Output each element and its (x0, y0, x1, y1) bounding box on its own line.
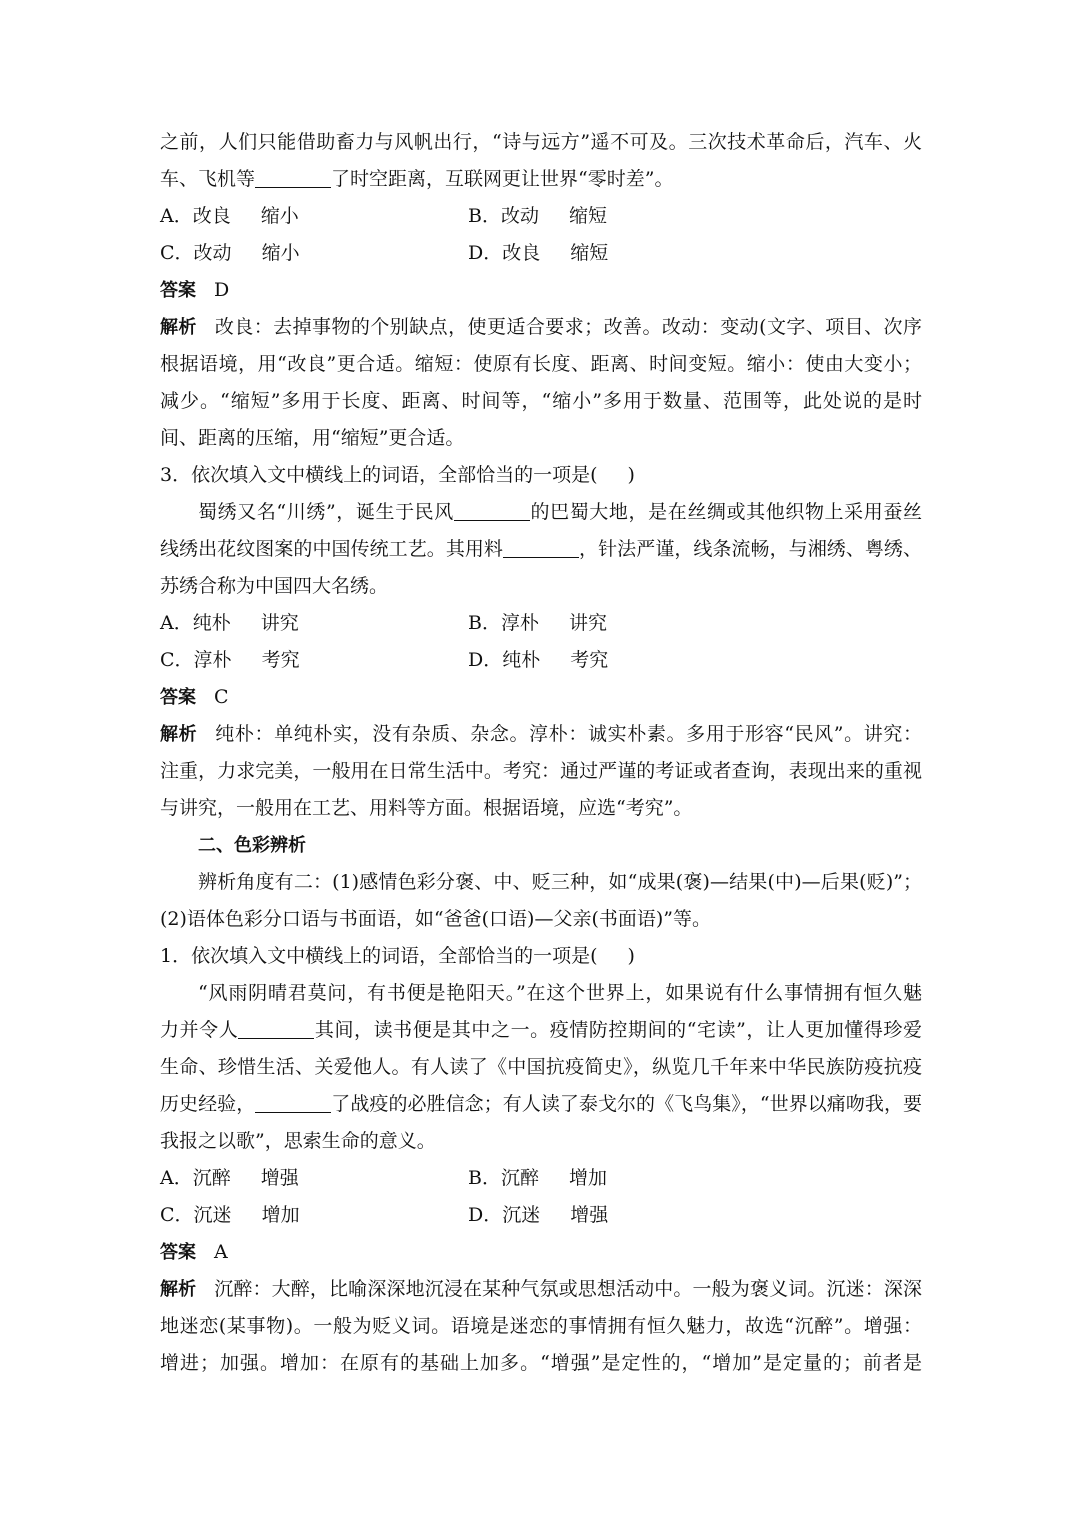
document-page (160, 124, 922, 1382)
text-fragment: 其间，读书便是其中之一。疫情防控期间的“宅读”，让人更加懂得珍爱 (314, 1019, 922, 1041)
option-a: A．沉醉 增强 (160, 1167, 299, 1189)
passage-line: 苏绣合称为中国四大名绣。 (160, 575, 389, 597)
passage-line (160, 531, 922, 568)
text-fragment: 的巴蜀大地，是在丝绸或其他织物上采用蚕丝 (529, 501, 922, 523)
option-b: B．沉醉 增加 (468, 1167, 607, 1189)
analysis-line: 间、距离的压缩，用“缩短”更合适。 (160, 427, 465, 449)
analysis-label: 解析 (160, 317, 197, 338)
passage-line: 我报之以歌”，思索生命的意义。 (160, 1130, 436, 1152)
options-row (160, 642, 922, 679)
analysis-text: 纯朴：单纯朴实，没有杂质、杂念。淳朴：诚实朴素。多用于形容“民风”。讲究： (215, 723, 922, 745)
analysis-line (160, 309, 922, 346)
analysis-line: 增进；加强。增加：在原有的基础上加多。“增强”是定性的，“增加”是定量的；前者是 (160, 1352, 922, 1374)
option-a: A．改良 缩小 (160, 205, 299, 227)
text-fragment: 力并令人 (160, 1019, 239, 1041)
option-d: D．沉迷 增强 (468, 1204, 609, 1226)
option-d: D．纯朴 考究 (468, 649, 609, 671)
answer-line (160, 1234, 922, 1271)
text-fragment: 了战疫的必胜信念；有人读了泰戈尔的《飞鸟集》，“世界以痛吻我，要 (331, 1093, 922, 1115)
answer-line (160, 272, 922, 309)
analysis-text: 改良：去掉事物的个别缺点，使更适合要求；改善。改动：变动(文字、项目、次序 (214, 316, 922, 338)
stem-paren: ) (627, 464, 635, 486)
fill-blank (503, 535, 579, 558)
answer-label: 答案 (160, 687, 196, 708)
passage-line (160, 494, 922, 531)
text-fragment: ，针法严谨，线条流畅，与湘绣、粤绣、 (579, 538, 922, 560)
options-row (160, 1160, 922, 1197)
options-row (160, 605, 922, 642)
analysis-line: 地迷恋(某事物)。一般为贬义词。语境是迷恋的事情拥有恒久魅力，故选“沉醉”。增强： (160, 1315, 922, 1337)
passage-line (160, 1086, 922, 1123)
section-desc: (2)语体色彩分口语与书面语，如“爸爸(口语)—父亲(书面语)”等。 (160, 908, 711, 930)
analysis-line: 注重，力求完美，一般用在日常生活中。考究：通过严谨的考证或者查询，表现出来的重视 (160, 760, 922, 782)
analysis-label: 解析 (160, 1279, 197, 1300)
text-fragment: 车、飞机等 (160, 168, 256, 190)
passage-line: “风雨阴晴君莫问，有书便是艳阳天。”在这个世界上，如果说有什么事情拥有恒久魅 (198, 982, 922, 1004)
answer-value: C (214, 686, 229, 708)
options-row (160, 1197, 922, 1234)
answer-value: D (214, 279, 230, 301)
section-heading: 二、色彩辨析 (198, 835, 306, 856)
stem-text: 1．依次填入文中横线上的词语，全部恰当的一项是( (160, 945, 598, 967)
option-b: B．淳朴 讲究 (468, 612, 607, 634)
stem-paren: ) (627, 945, 635, 967)
text-fragment: 历史经验， (160, 1093, 256, 1115)
fill-blank (255, 1090, 331, 1113)
analysis-line: 根据语境，用“改良”更合适。缩短：使原有长度、距离、时间变短。缩小：使由大变小； (160, 353, 922, 375)
option-c: C．沉迷 增加 (160, 1204, 300, 1226)
option-c: C．改动 缩小 (160, 242, 300, 264)
option-b: B．改动 缩短 (468, 205, 607, 227)
passage-line (160, 1012, 922, 1049)
options-row (160, 235, 922, 272)
analysis-line (160, 716, 922, 753)
answer-value: A (214, 1241, 228, 1263)
analysis-line: 与讲究，一般用在工艺、用料等方面。根据语境，应选“考究”。 (160, 797, 693, 819)
passage-line: 生命、珍惜生活、关爱他人。有人读了《中国抗疫简史》，纵览几千年来中华民族防疫抗疫 (160, 1056, 922, 1078)
intro-line: 之前，人们只能借助畜力与风帆出行，“诗与远方”遥不可及。三次技术革命后，汽车、火 (160, 131, 922, 153)
answer-label: 答案 (160, 1242, 196, 1263)
analysis-line (160, 1271, 922, 1308)
text-fragment: 了时空距离，互联网更让世界“零时差”。 (331, 168, 674, 190)
option-c: C．淳朴 考究 (160, 649, 300, 671)
options-row (160, 198, 922, 235)
intro-line (160, 161, 922, 198)
question-stem (160, 457, 922, 494)
analysis-text: 沉醉：大醉，比喻深深地沉浸在某种气氛或思想活动中。一般为褒义词。沉迷：深深 (214, 1278, 922, 1300)
option-d: D．改良 缩短 (468, 242, 609, 264)
stem-text: 3．依次填入文中横线上的词语，全部恰当的一项是( (160, 464, 598, 486)
question-stem (160, 938, 922, 975)
fill-blank (255, 165, 331, 188)
fill-blank (238, 1016, 314, 1039)
text-fragment: 蜀绣又名“川绣”，诞生于民风 (198, 501, 454, 523)
analysis-label: 解析 (160, 724, 198, 745)
section-desc: 辨析角度有二：(1)感情色彩分褒、中、贬三种，如“成果(褒)—结果(中)—后果(贬)”； (198, 871, 922, 893)
option-a: A．纯朴 讲究 (160, 612, 299, 634)
fill-blank (454, 498, 530, 521)
answer-line (160, 679, 922, 716)
answer-label: 答案 (160, 280, 196, 301)
analysis-line: 减少。“缩短”多用于长度、距离、时间等，“缩小”多用于数量、范围等，此处说的是时 (160, 390, 922, 412)
text-fragment: 线绣出花纹图案的中国传统工艺。其用料 (160, 538, 503, 560)
